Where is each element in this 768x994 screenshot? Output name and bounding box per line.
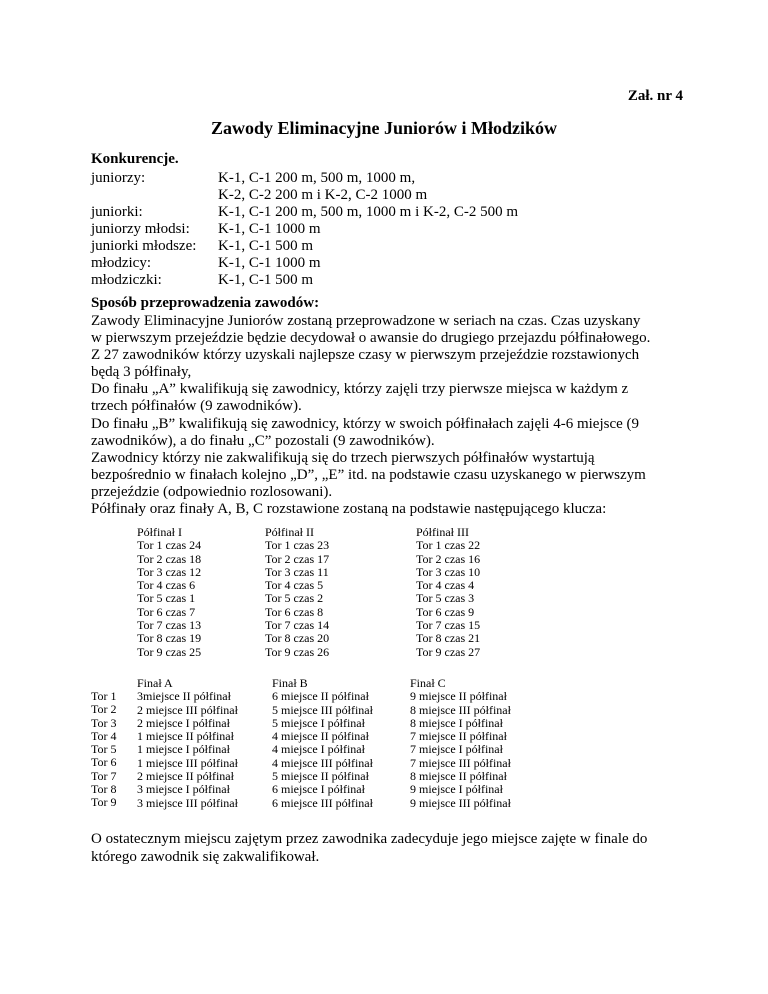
lane-entry: Tor 4 czas 6: [137, 578, 196, 593]
final-entry: 3 miejsce III półfinał: [137, 795, 238, 810]
semifinal-title: Półfinał I: [137, 525, 182, 539]
lane-entry: Tor 1 czas 24: [137, 538, 202, 553]
method-heading: Sposób przeprowadzenia zawodów:: [91, 295, 320, 311]
paragraph-line: trzech półfinałów (9 zawodników).: [91, 398, 302, 415]
closing-paragraph: [91, 830, 691, 866]
final-entry: 6 miejsce III półfinał: [272, 795, 373, 810]
lane-label: Tor 2: [91, 702, 117, 717]
final-entry: 5 miejsce II półfinał: [272, 769, 369, 784]
final-entry: 9 miejsce II półfinał: [410, 689, 507, 704]
final-entry: 7 miejsce II półfinał: [410, 729, 507, 744]
final-entry: 7 miejsce III półfinał: [410, 755, 511, 770]
final-entry: 7 miejsce I półfinał: [410, 742, 503, 757]
method-paragraph: [91, 313, 691, 518]
lane-label: Tor 6: [91, 755, 117, 770]
semifinal-1-column: [137, 526, 201, 659]
lane-entry: Tor 7 czas 15: [416, 618, 481, 633]
final-entry: 5 miejsce III półfinał: [272, 702, 373, 717]
final-entry: 4 miejsce II półfinał: [272, 729, 369, 744]
lane-entry: Tor 7 czas 13: [137, 618, 202, 633]
semifinal-title: Półfinał II: [265, 525, 314, 539]
competitions-heading: Konkurencje.: [91, 151, 179, 167]
finals-lane-column: [91, 690, 117, 810]
lane-entry: Tor 1 czas 22: [416, 538, 481, 553]
final-entry: 2 miejsce III półfinał: [137, 702, 238, 717]
lane-label: Tor 1: [91, 689, 117, 703]
final-title: Finał A: [137, 676, 173, 690]
competition-value: K-1, C-1 500 m: [218, 272, 313, 288]
lane-entry: Tor 4 czas 5: [265, 578, 324, 593]
competition-label: juniorki młodsze:: [91, 238, 197, 254]
final-entry: 6 miejsce II półfinał: [272, 689, 369, 704]
competition-label: młodzicy:: [91, 255, 151, 271]
final-entry: 3 miejsce I półfinał: [137, 782, 230, 797]
final-a-column: [137, 677, 238, 810]
lane-label: Tor 4: [91, 728, 117, 743]
final-b-column: [272, 677, 373, 810]
paragraph-line: Zawody Eliminacyjne Juniorów zostaną przeprowadzone w seriach na czas. Czas uzyskany: [91, 313, 641, 329]
lane-label: Tor 8: [91, 782, 117, 797]
lane-entry: Tor 6 czas 8: [265, 604, 324, 619]
final-entry: 5 miejsce I półfinał: [272, 715, 365, 730]
lane-entry: Tor 3 czas 11: [265, 564, 329, 579]
lane-entry: Tor 5 czas 3: [416, 591, 475, 606]
lane-entry: Tor 5 czas 2: [265, 591, 324, 606]
lane-entry: Tor 8 czas 21: [416, 631, 481, 646]
competition-value: K-1, C-1 1000 m: [218, 221, 321, 237]
lane-entry: Tor 1 czas 23: [265, 538, 330, 553]
paragraph-line: Z 27 zawodników którzy uzyskali najlepsze czasy w pierwszym przejeździe rozstawionych: [91, 347, 640, 364]
lane-label: Tor 5: [91, 742, 117, 757]
competition-value: K-1, C-1 200 m, 500 m, 1000 m i K-2, C-2 500 m: [218, 204, 518, 220]
competition-value: K-2, C-2 200 m i K-2, C-2 1000 m: [218, 187, 428, 203]
attachment-number: Zał. nr 4: [627, 88, 683, 104]
lane-entry: Tor 6 czas 7: [137, 604, 196, 619]
semifinal-title: Półfinał III: [416, 525, 469, 539]
lane-label: Tor 9: [91, 795, 117, 810]
competition-label: juniorzy:: [91, 170, 146, 186]
final-entry: 9 miejsce III półfinał: [410, 795, 511, 810]
paragraph-line: którego zawodnik się zakwalifikował.: [91, 849, 320, 865]
semifinal-3-column: [416, 526, 480, 659]
lane-entry: Tor 8 czas 20: [265, 631, 330, 646]
final-entry: 1 miejsce III półfinał: [137, 755, 238, 770]
final-title: Finał B: [272, 676, 308, 690]
paragraph-line: będą 3 półfinały,: [91, 364, 192, 381]
final-entry: 8 miejsce III półfinał: [410, 702, 511, 717]
paragraph-line: bezpośrednio w finałach kolejno „D”, „E” itd. na podstawie czasu uzyskanego w pierwszym: [91, 466, 646, 483]
final-entry: 1 miejsce II półfinał: [137, 729, 234, 744]
page-title: Zawody Eliminacyjne Juniorów i Młodzików: [210, 118, 558, 138]
final-entry: 6 miejsce I półfinał: [272, 782, 365, 797]
semifinal-2-column: [265, 526, 329, 659]
final-title: Finał C: [410, 676, 446, 690]
lane-entry: Tor 9 czas 25: [137, 644, 202, 659]
paragraph-line: Zawodnicy którzy nie zakwalifikują się do trzech pierwszych półfinałów wystartują: [91, 449, 595, 466]
final-entry: 1 miejsce I półfinał: [137, 742, 230, 757]
paragraph-line: Półfinały oraz finały A, B, C rozstawione zostaną na podstawie następującego klucza:: [91, 501, 607, 518]
lane-entry: Tor 5 czas 1: [137, 591, 196, 606]
lane-entry: Tor 4 czas 4: [416, 578, 475, 593]
competition-value: K-1, C-1 200 m, 500 m, 1000 m,: [218, 170, 416, 186]
lane-entry: Tor 3 czas 12: [137, 564, 202, 579]
final-entry: 2 miejsce II półfinał: [137, 769, 234, 784]
paragraph-line: w pierwszym przejeździe będzie decydował o awansie do drugiego przejazdu półfinałowego.: [91, 330, 651, 347]
lane-entry: Tor 7 czas 14: [265, 618, 330, 633]
paragraph-line: przejeździe (odpowiednio rozlosowani).: [91, 483, 333, 500]
final-entry: 8 miejsce II półfinał: [410, 769, 507, 784]
final-entry: 3miejsce II półfinał: [137, 689, 231, 704]
lane-entry: Tor 2 czas 16: [416, 551, 481, 566]
competition-value: K-1, C-1 500 m: [218, 238, 313, 254]
final-entry: 4 miejsce III półfinał: [272, 755, 373, 770]
paragraph-line: O ostatecznym miejscu zajętym przez zawodnika zadecyduje jego miejsce zajęte w finale do: [91, 831, 648, 847]
lane-entry: Tor 6 czas 9: [416, 604, 475, 619]
paragraph-line: Do finału „A” kwalifikują się zawodnicy, którzy zajęli trzy pierwsze miejsca w każdym z: [91, 381, 629, 398]
competition-label: juniorzy młodsi:: [91, 221, 190, 237]
final-entry: 2 miejsce I półfinał: [137, 715, 230, 730]
competition-label: młodziczki:: [91, 272, 162, 288]
lane-entry: Tor 9 czas 26: [265, 644, 330, 659]
final-entry: 9 miejsce I półfinał: [410, 782, 503, 797]
lane-label: Tor 3: [91, 715, 117, 730]
lane-entry: Tor 9 czas 27: [416, 644, 481, 659]
final-c-column: [410, 677, 511, 810]
lane-entry: Tor 3 czas 10: [416, 564, 481, 579]
lane-entry: Tor 2 czas 18: [137, 551, 202, 566]
paragraph-line: zawodników), a do finału „C” pozostali (9 zawodników).: [91, 432, 435, 449]
final-entry: 4 miejsce I półfinał: [272, 742, 365, 757]
lane-entry: Tor 2 czas 17: [265, 551, 330, 566]
competition-label: juniorki:: [91, 204, 143, 220]
final-entry: 8 miejsce I półfinał: [410, 715, 503, 730]
paragraph-line: Do finału „B” kwalifikują się zawodnicy, którzy w swoich półfinałach zajęli 4-6 miejsce (9: [91, 415, 640, 432]
lane-entry: Tor 8 czas 19: [137, 631, 202, 646]
lane-label: Tor 7: [91, 768, 117, 783]
competition-value: K-1, C-1 1000 m: [218, 255, 321, 271]
